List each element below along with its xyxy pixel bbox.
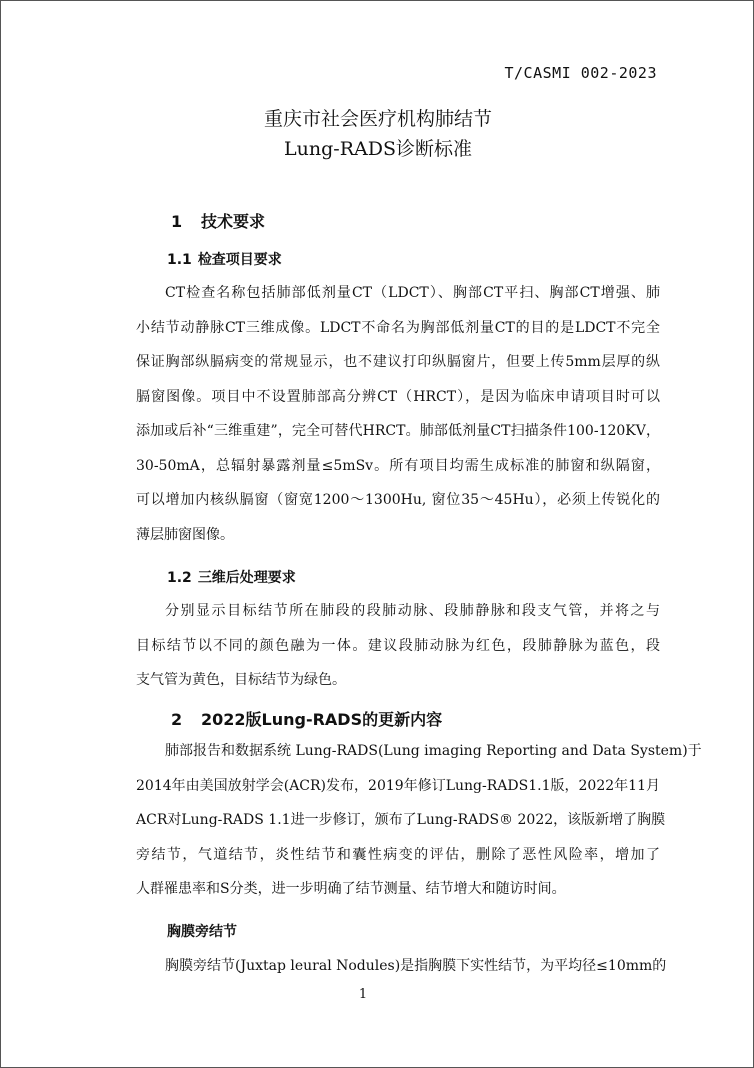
document-title-line-1: 重庆市社会医疗机构肺结节 xyxy=(263,108,492,130)
section-title: 2022版Lung-RADS的更新内容 xyxy=(201,710,443,729)
paragraph-line: CT检查名称包括肺部低剂量CT（LDCT）、胸部CT平扫、胸部CT增强、肺 xyxy=(165,285,660,301)
subsection-1-1-heading xyxy=(167,249,282,269)
paragraph-line: 胸膜旁结节(Juxtap leural Nodules)是指胸膜下实性结节，为平均径≤10mm的 xyxy=(165,958,667,974)
paragraph-line: 2014年由美国放射学会(ACR)发布，2019年修订Lung-RADS1.1版，2022年11月 xyxy=(136,777,660,794)
subsection-1-2-heading xyxy=(167,567,296,587)
paragraph-line: 添加或后补“三维重建”，完全可替代HRCT。肺部低剂量CT扫描条件100-120KV， xyxy=(136,423,660,439)
paragraph-line: 肺部报告和数据系统 Lung-RADS(Lung imaging Reporting and Data System)于 xyxy=(165,743,702,759)
section-1-heading xyxy=(171,209,265,232)
paragraph-line: 小结节动静脉CT三维成像。LDCT不命名为胸部低剂量CT的目的是LDCT不完全 xyxy=(136,319,660,336)
section-2-heading xyxy=(171,707,442,730)
subsection-title: 检查项目要求 xyxy=(197,252,282,268)
paragraph-lung-rads-update xyxy=(136,734,702,907)
paragraph-line: 人群罹患率和S分类，进一步明确了结节测量、结节增大和随访时间。 xyxy=(136,881,566,897)
paragraph-line: 30-50mA，总辐射暴露剂量≤5mSv。所有项目均需生成标准的肺窗和纵隔窗， xyxy=(136,457,660,474)
paragraph-line: 目标结节以不同的颜色融为一体。建议段肺动脉为红色，段肺静脉为蓝色，段 xyxy=(136,637,660,654)
section-number: 1 xyxy=(171,212,183,231)
paragraph-line: 可以增加内核纵膈窗（窗宽1200～1300Hu, 窗位35～45Hu），必须上传锐化的 xyxy=(136,492,660,508)
page-number: 1 xyxy=(358,987,368,1002)
document-title-line-2: Lung-RADS诊断标准 xyxy=(284,138,472,160)
section-number: 2 xyxy=(171,710,183,729)
paragraph-line: 薄层肺窗图像。 xyxy=(136,526,234,543)
paragraph-3d-processing xyxy=(136,594,660,698)
paragraph-exam-items xyxy=(136,276,660,552)
paragraph-line: 旁结节，气道结节，炎性结节和囊性病变的评估，删除了恶性风险率，增加了 xyxy=(136,846,660,863)
paragraph-line: 分别显示目标结节所在肺段的段肺动脉、段肺静脉和段支气管，并将之与 xyxy=(165,603,660,619)
subsection-number: 1.2 xyxy=(167,570,192,586)
section-title: 技术要求 xyxy=(201,212,266,231)
subsection-number: 1.1 xyxy=(167,252,192,268)
paragraph-line: 膈窗图像。项目中不设置肺部高分辨CT（HRCT），是因为临床申请项目时可以 xyxy=(136,388,660,405)
paragraph-line: 支气管为黄色，目标结节为绿色。 xyxy=(136,672,346,688)
subsection-title: 胸膜旁结节 xyxy=(167,924,237,940)
document-code: T/CASMI 002-2023 xyxy=(504,64,657,82)
paragraph-line: ACR对Lung-RADS 1.1进一步修订，颁布了Lung-RADS® 2022，该版新增了胸膜 xyxy=(136,812,666,828)
paragraph-line: 保证胸部纵膈病变的常规显示，也不建议打印纵膈窗片，但要上传5mm层厚的纵 xyxy=(136,354,660,370)
subsection-juxtapleural-heading xyxy=(167,921,237,941)
paragraph-juxtapleural xyxy=(136,949,667,984)
subsection-title: 三维后处理要求 xyxy=(197,570,296,586)
